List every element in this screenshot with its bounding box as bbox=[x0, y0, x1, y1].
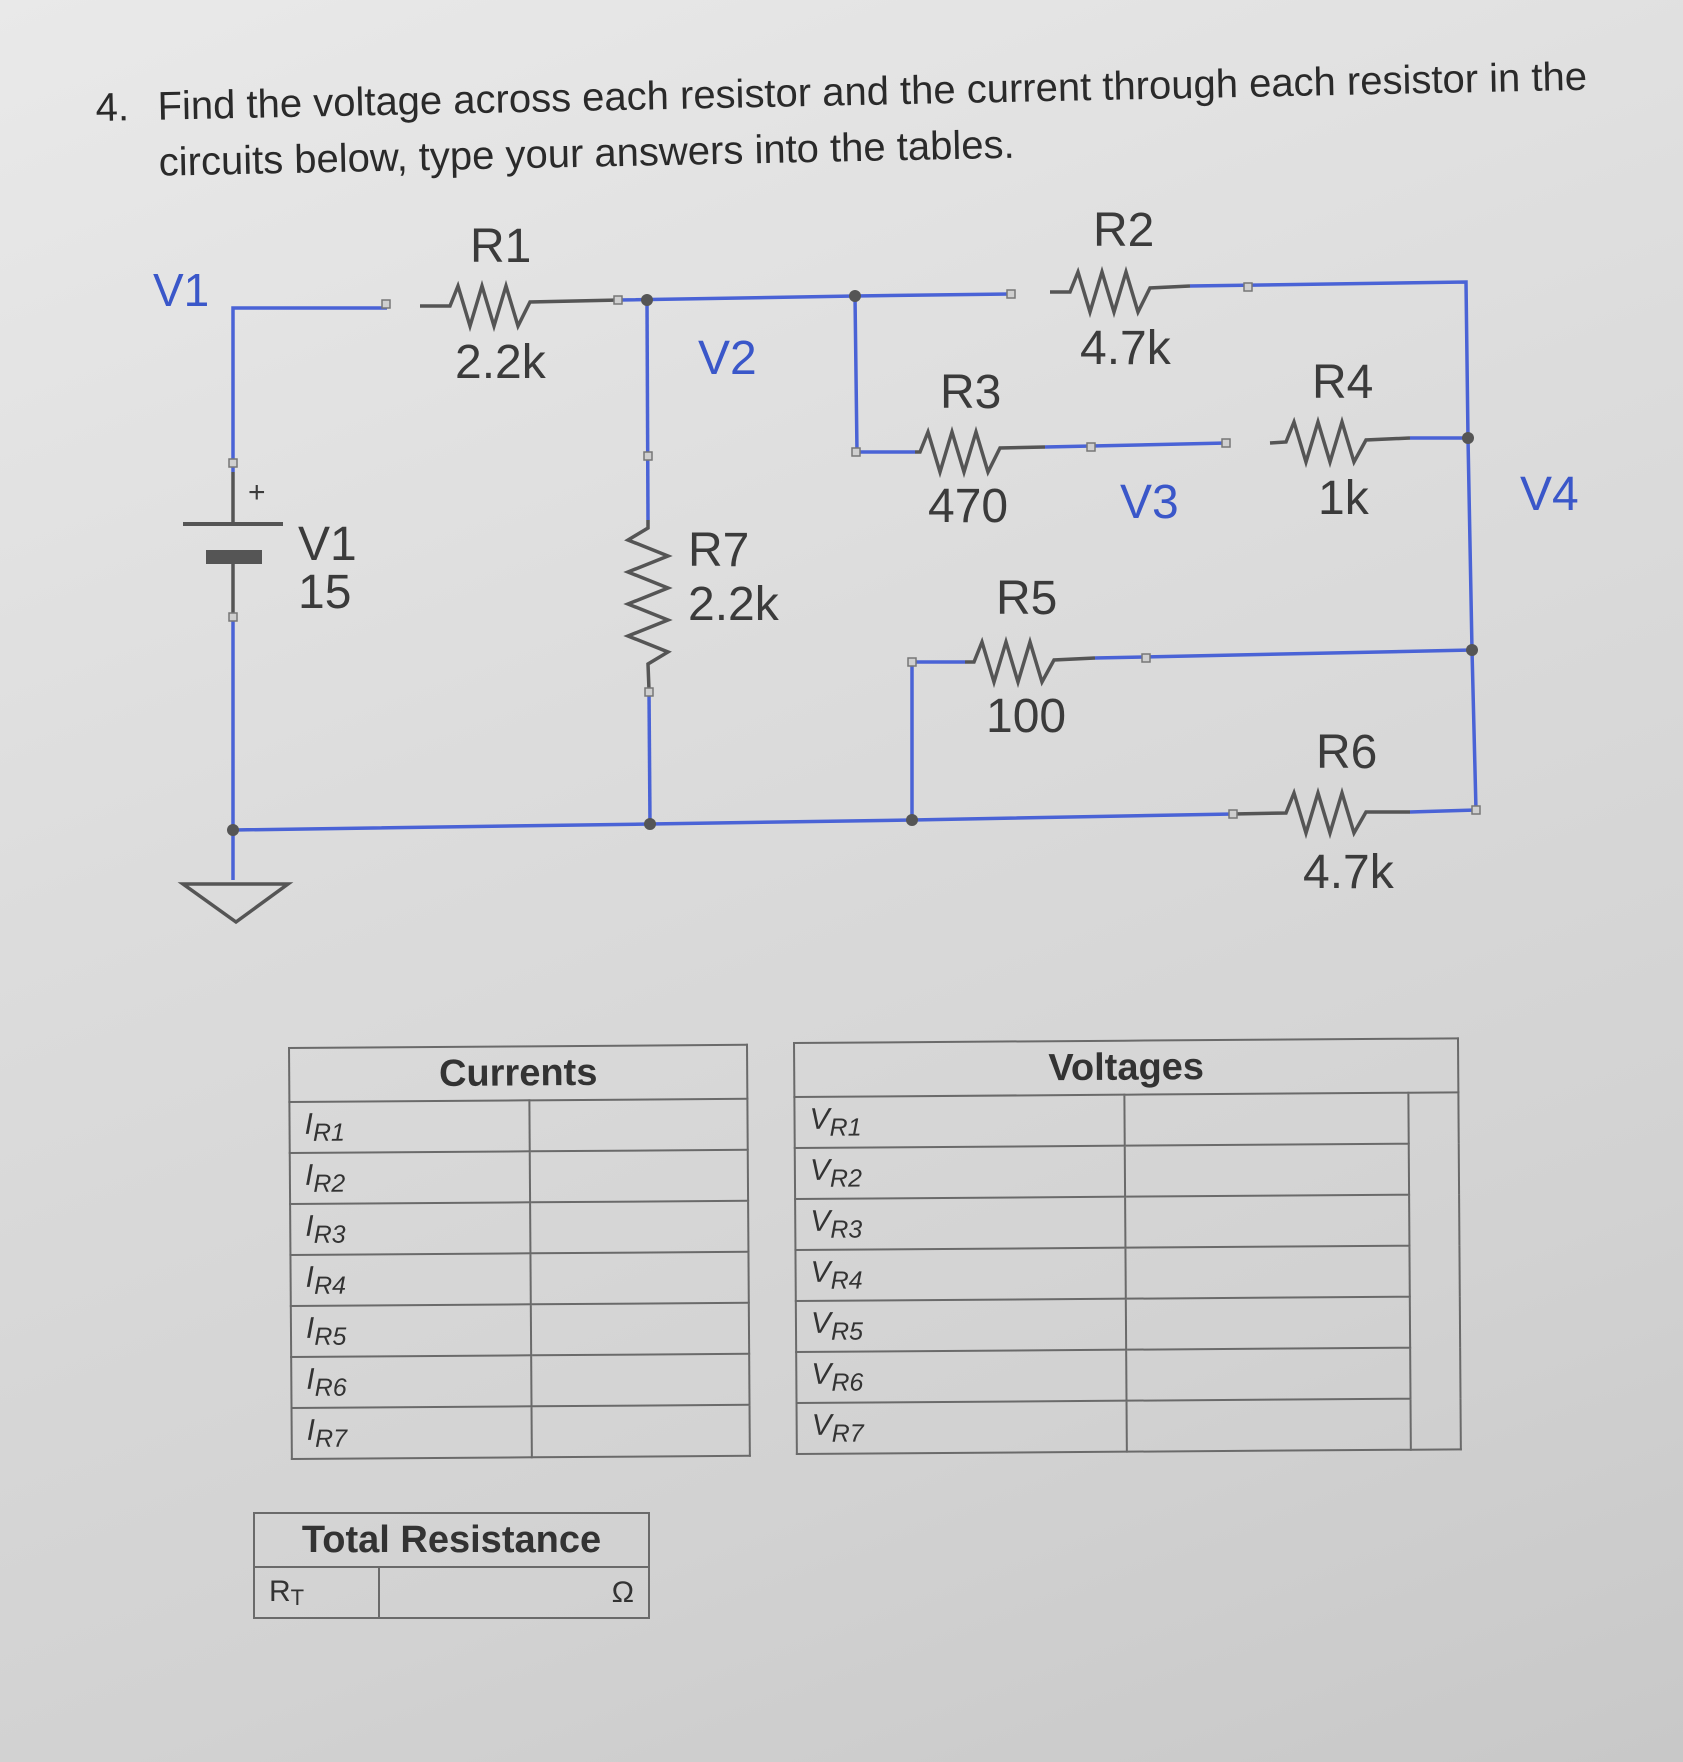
voltage-input-r1[interactable] bbox=[1124, 1093, 1408, 1146]
wire-r3-r4 bbox=[1045, 443, 1227, 447]
node-label-v2: V2 bbox=[698, 332, 757, 385]
current-label-r6: $I_{R6}$ bbox=[291, 1355, 531, 1408]
junction-ground-r7 bbox=[644, 818, 656, 830]
r7-zigzag bbox=[628, 520, 668, 690]
r6-zigzag bbox=[1233, 793, 1410, 833]
resistor-symbols bbox=[420, 272, 1410, 833]
junction-v4-upper bbox=[1462, 432, 1474, 444]
table-row bbox=[289, 1099, 747, 1153]
table-row bbox=[795, 1245, 1459, 1301]
table-spacer-cell bbox=[1408, 1092, 1458, 1143]
voltage-input-r5[interactable] bbox=[1126, 1297, 1410, 1350]
wire-r5-left bbox=[912, 662, 965, 820]
table-row bbox=[290, 1150, 748, 1204]
table-row bbox=[290, 1201, 748, 1255]
voltages-table bbox=[793, 1037, 1462, 1455]
wire-r7-top bbox=[647, 300, 648, 520]
battery-symbol bbox=[183, 472, 283, 616]
current-input-r6[interactable] bbox=[531, 1354, 749, 1407]
junction-ground-left bbox=[227, 824, 239, 836]
pin-marker bbox=[229, 613, 237, 621]
current-label-r2: $I_{R2}$ bbox=[290, 1151, 530, 1204]
pin-marker bbox=[852, 448, 860, 456]
current-label-r3: $I_{R3}$ bbox=[290, 1202, 530, 1255]
wires bbox=[233, 282, 1476, 880]
voltages-table-title: Voltages bbox=[794, 1038, 1458, 1097]
r1-value: 2.2k bbox=[455, 336, 546, 389]
source-value: 15 bbox=[298, 566, 352, 619]
node-label-v1: V1 bbox=[153, 264, 210, 316]
table-row bbox=[291, 1354, 749, 1408]
wire-r3-left bbox=[855, 296, 915, 452]
ohm-unit: Ω bbox=[611, 1575, 634, 1609]
pin-marker bbox=[1244, 283, 1252, 291]
table-spacer-cell bbox=[1409, 1245, 1459, 1296]
total-resistance-label: $R_T$ bbox=[254, 1567, 379, 1618]
current-input-r1[interactable] bbox=[529, 1099, 747, 1152]
r7-value: 2.2k bbox=[688, 578, 779, 631]
table-spacer-cell bbox=[1410, 1296, 1460, 1347]
total-resistance-input[interactable] bbox=[379, 1567, 649, 1618]
pin-marker bbox=[1472, 806, 1480, 814]
current-input-r5[interactable] bbox=[531, 1303, 749, 1356]
total-resistance-title: Total Resistance bbox=[254, 1513, 649, 1567]
voltage-label-r6: $V_{R6}$ bbox=[796, 1350, 1126, 1403]
source-name: V1 bbox=[298, 518, 357, 571]
wire-r5-right bbox=[1095, 650, 1472, 658]
node-label-v3: V3 bbox=[1120, 476, 1179, 529]
current-label-r4: $I_{R4}$ bbox=[290, 1253, 530, 1306]
voltage-label-r2: $V_{R2}$ bbox=[795, 1146, 1125, 1199]
r2-value: 4.7k bbox=[1080, 322, 1171, 375]
pin-marker bbox=[1222, 439, 1230, 447]
wire-r6-right bbox=[1410, 810, 1476, 812]
r7-name: R7 bbox=[688, 524, 750, 577]
table-row bbox=[797, 1398, 1461, 1454]
current-label-r7: $I_{R7}$ bbox=[292, 1406, 532, 1459]
table-row bbox=[795, 1143, 1459, 1199]
voltage-label-r7: $V_{R7}$ bbox=[797, 1401, 1127, 1454]
r4-zigzag bbox=[1270, 422, 1410, 462]
table-row bbox=[796, 1347, 1460, 1403]
pin-marker bbox=[614, 296, 622, 304]
r6-value: 4.7k bbox=[1303, 846, 1394, 899]
voltage-label-r1: $V_{R1}$ bbox=[794, 1095, 1124, 1148]
voltage-input-r2[interactable] bbox=[1125, 1144, 1409, 1197]
question-number: 4. bbox=[95, 85, 130, 130]
r4-value: 1k bbox=[1318, 472, 1369, 525]
current-input-r7[interactable] bbox=[532, 1405, 750, 1458]
currents-table bbox=[288, 1044, 751, 1460]
ground-symbol bbox=[183, 884, 288, 922]
table-row bbox=[795, 1194, 1459, 1250]
r2-zigzag bbox=[1050, 272, 1190, 312]
voltage-input-r4[interactable] bbox=[1125, 1246, 1409, 1299]
junction-ground-r5 bbox=[906, 814, 918, 826]
voltage-input-r3[interactable] bbox=[1125, 1195, 1409, 1248]
wire-bottom-rail bbox=[233, 814, 1233, 830]
table-row bbox=[291, 1303, 749, 1357]
junction-v4-lower bbox=[1466, 644, 1478, 656]
pin-marker bbox=[644, 452, 652, 460]
question-text: Find the voltage across each resistor and the current through each resistor in the circuits below, type your answers into the tables. bbox=[157, 54, 1588, 185]
voltage-label-r5: $V_{R5}$ bbox=[796, 1299, 1126, 1352]
wire-source-top bbox=[233, 308, 387, 472]
junction-v2 bbox=[641, 294, 653, 306]
wire-top-mid bbox=[620, 294, 1010, 300]
table-spacer-cell bbox=[1410, 1347, 1460, 1398]
junction-v3 bbox=[849, 290, 861, 302]
pin-marker bbox=[229, 459, 237, 467]
pin-marker bbox=[1229, 810, 1237, 818]
pin-marker bbox=[1007, 290, 1015, 298]
voltage-label-r4: $V_{R4}$ bbox=[795, 1248, 1125, 1301]
source-polarity: + bbox=[248, 476, 266, 509]
r5-zigzag bbox=[965, 642, 1095, 682]
voltage-input-r6[interactable] bbox=[1126, 1348, 1410, 1401]
table-row bbox=[254, 1567, 649, 1618]
pin-marker bbox=[645, 688, 653, 696]
pin-marker bbox=[382, 300, 390, 308]
wire-right-rail bbox=[1468, 438, 1476, 810]
pin-marker bbox=[908, 658, 916, 666]
table-row bbox=[292, 1405, 750, 1459]
wire-r7-bottom bbox=[649, 690, 650, 824]
r1-name: R1 bbox=[470, 220, 532, 273]
current-label-r1: $I_{R1}$ bbox=[289, 1100, 529, 1153]
r6-name: R6 bbox=[1316, 726, 1378, 779]
table-spacer-cell bbox=[1409, 1194, 1459, 1245]
currents-table-title: Currents bbox=[289, 1045, 747, 1102]
current-input-r4[interactable] bbox=[530, 1252, 748, 1305]
r2-name: R2 bbox=[1093, 204, 1155, 257]
battery-plate-short bbox=[206, 550, 262, 564]
r3-name: R3 bbox=[940, 366, 1002, 419]
total-resistance-table bbox=[253, 1512, 650, 1619]
r5-value: 100 bbox=[986, 690, 1067, 743]
table-row bbox=[796, 1296, 1460, 1352]
table-spacer-cell bbox=[1411, 1398, 1461, 1449]
pin-marker bbox=[1087, 443, 1095, 451]
table-row bbox=[290, 1252, 748, 1306]
r4-name: R4 bbox=[1312, 356, 1374, 409]
pin-marker bbox=[1142, 654, 1150, 662]
table-row bbox=[794, 1092, 1458, 1148]
table-spacer-cell bbox=[1409, 1143, 1459, 1194]
current-label-r5: $I_{R5}$ bbox=[291, 1304, 531, 1357]
r3-value: 470 bbox=[928, 480, 1009, 533]
junctions bbox=[227, 290, 1478, 836]
r5-name: R5 bbox=[996, 572, 1058, 625]
r3-zigzag bbox=[915, 432, 1045, 472]
voltage-input-r7[interactable] bbox=[1127, 1399, 1411, 1452]
current-input-r2[interactable] bbox=[530, 1150, 748, 1203]
voltage-label-r3: $V_{R3}$ bbox=[795, 1197, 1125, 1250]
r1-zigzag bbox=[420, 286, 620, 326]
node-label-v4: V4 bbox=[1520, 468, 1579, 521]
current-input-r3[interactable] bbox=[530, 1201, 748, 1254]
